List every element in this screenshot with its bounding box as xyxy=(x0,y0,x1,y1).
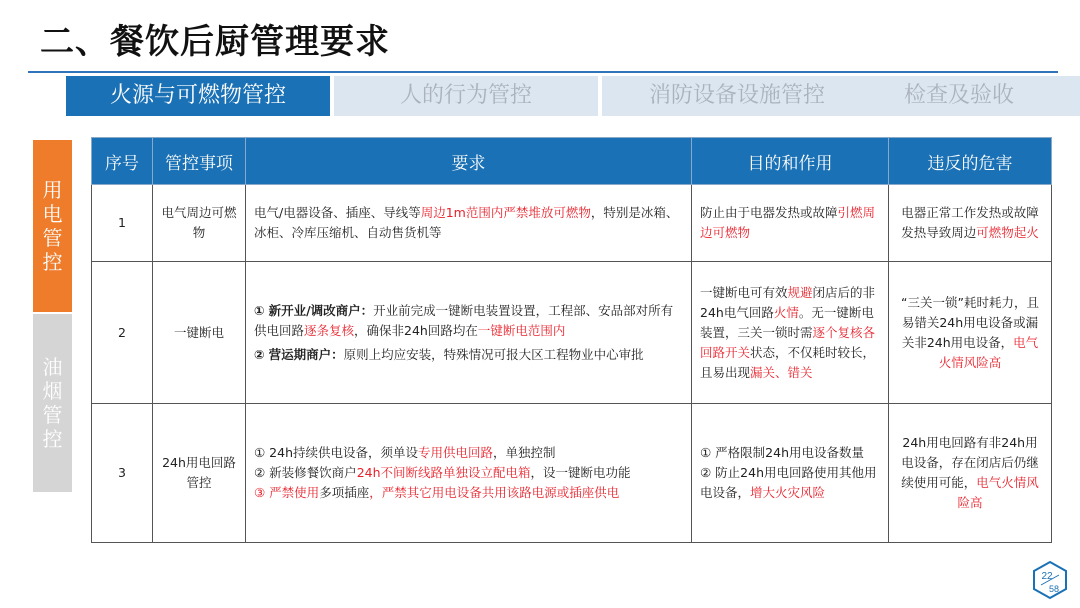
row-requirement: ① 新开业/调改商户：开业前完成一键断电装置设置，工程部、安品部对所有供电回路逐条复核，确保非24h回路均在一键断电范围内 ② 营运期商户：原则上均应安装，特殊情况可报大区工程物业中心审批 xyxy=(246,262,692,404)
table-row xyxy=(92,185,1052,262)
row-harm: “三关一锁”耗时耗力，且易错关24h用电设备或漏关非24h用电设备，电气火情风险高 xyxy=(889,262,1052,404)
header-harm: 违反的危害 xyxy=(889,138,1052,185)
table-header-row xyxy=(92,138,1052,185)
row-purpose: 防止由于电器发热或故障引燃周边可燃物 xyxy=(692,185,889,262)
tab-behavior[interactable]: 人的行为管控 xyxy=(334,76,598,116)
header-requirement: 要求 xyxy=(246,138,692,185)
row-purpose: ① 严格限制24h用电设备数量 ② 防止24h用电回路使用其他用电设备，增大火灾风险 xyxy=(692,404,889,543)
tab-inspection[interactable]: 检查及验收 xyxy=(838,76,1080,116)
side-tab-fume[interactable]: 油烟管控 xyxy=(33,314,72,492)
row-item: 电气周边可燃物 xyxy=(153,185,246,262)
row-no: 2 xyxy=(92,262,153,404)
table-row xyxy=(92,404,1052,543)
row-harm: 电器正常工作发热或故障发热导致周边可燃物起火 xyxy=(889,185,1052,262)
row-item: 24h用电回路管控 xyxy=(153,404,246,543)
requirements-table xyxy=(91,137,1052,543)
tab-fire-source[interactable]: 火源与可燃物管控 xyxy=(66,76,330,116)
header-no: 序号 xyxy=(92,138,153,185)
title-divider xyxy=(28,71,1058,73)
row-requirement: ① 24h持续供电设备，须单设专用供电回路，单独控制 ② 新装修餐饮商户24h不间断线路单独设立配电箱，设一键断电功能 ③ 严禁使用多项插座，严禁其它用电设备共用该路电源或插座供电 xyxy=(246,404,692,543)
row-no: 3 xyxy=(92,404,153,543)
header-item: 管控事项 xyxy=(153,138,246,185)
row-no: 1 xyxy=(92,185,153,262)
page-title: 二、餐饮后厨管理要求 xyxy=(40,22,390,62)
side-tab-electricity[interactable]: 用电管控 xyxy=(33,140,72,312)
row-harm: 24h用电回路有非24h用电设备，存在闭店后仍继续使用可能，电气火情风险高 xyxy=(889,404,1052,543)
row-requirement: 电气/电器设备、插座、导线等周边1m范围内严禁堆放可燃物，特别是冰箱、冰柜、冷库压缩机、自动售货机等 xyxy=(246,185,692,262)
page-total: 58 xyxy=(1048,584,1060,594)
table-row xyxy=(92,262,1052,404)
page-current: 22 xyxy=(1041,571,1053,582)
header-purpose: 目的和作用 xyxy=(692,138,889,185)
tab-fire-equipment[interactable]: 消防设备设施管控 xyxy=(602,76,872,116)
page-number-badge xyxy=(1030,560,1070,600)
tab-bar xyxy=(66,76,1080,116)
row-item: 一键断电 xyxy=(153,262,246,404)
row-purpose: 一键断电可有效规避闭店后的非24h电气回路火情。无一键断电装置，三关一锁时需逐个复核各回路开关状态，不仅耗时较长，且易出现漏关、错关 xyxy=(692,262,889,404)
